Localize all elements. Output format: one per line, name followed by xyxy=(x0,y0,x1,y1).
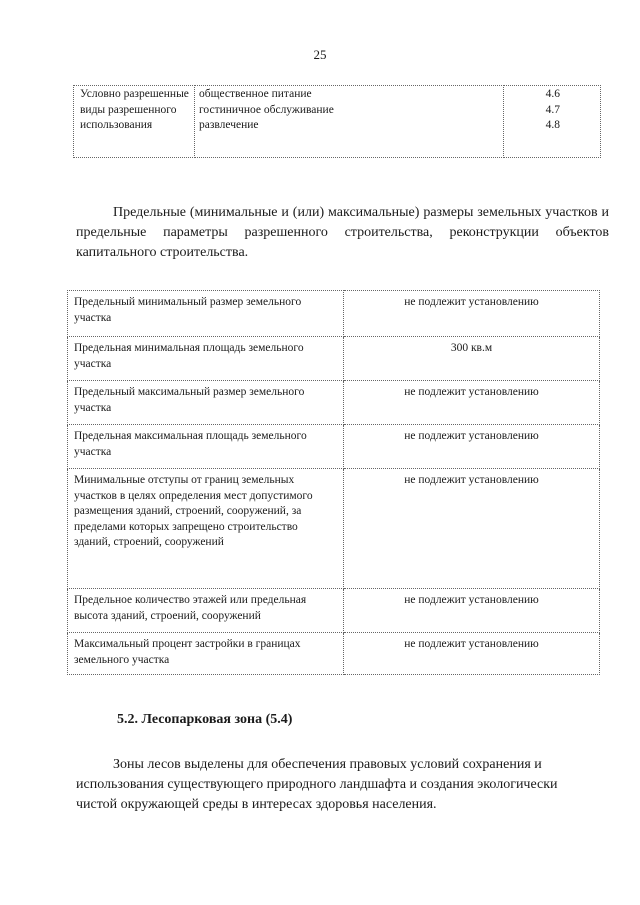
param-name: Предельный минимальный размер земельного участка xyxy=(68,291,344,337)
parameters-table xyxy=(67,290,600,675)
use-name: гостиничное обслуживание xyxy=(199,103,334,116)
table-row xyxy=(68,381,600,425)
section-heading: 5.2. Лесопарковая зона (5.4) xyxy=(117,712,293,727)
table-row xyxy=(74,86,601,158)
param-value: не подлежит установлению xyxy=(344,633,600,675)
permitted-uses-label: Условно разрешенные виды разрешенного использования xyxy=(74,86,195,158)
param-value: не подлежит установлению xyxy=(344,291,600,337)
table-row xyxy=(68,633,600,675)
param-value: не подлежит установлению xyxy=(344,425,600,469)
page-number: 25 xyxy=(313,47,327,62)
table-row xyxy=(68,589,600,633)
param-name: Предельная минимальная площадь земельного участка xyxy=(68,337,344,381)
param-value: не подлежит установлению xyxy=(344,589,600,633)
param-name: Максимальный процент застройки в границах земельного участка xyxy=(68,633,344,675)
param-value: не подлежит установлению xyxy=(344,381,600,425)
table-row xyxy=(68,291,600,337)
use-name: общественное питание xyxy=(199,88,312,100)
forest-zone-paragraph: Зоны лесов выделены для обеспечения правовых условий сохранения и использования существующего природного ландшафта и создания экологически чистой окружающей среды в интересах здоровья населения. xyxy=(76,757,558,812)
permitted-uses-names xyxy=(195,86,504,158)
use-code: 4.7 xyxy=(545,103,560,116)
param-name: Предельный максимальный размер земельного участка xyxy=(68,381,344,425)
permitted-uses-table xyxy=(73,85,601,158)
use-code: 4.6 xyxy=(545,88,560,100)
use-name: развлечение xyxy=(199,119,259,131)
table-row xyxy=(68,425,600,469)
use-code: 4.8 xyxy=(545,119,560,131)
param-name: Предельное количество этажей или предельная высота зданий, строений, сооружений xyxy=(68,589,344,633)
parameters-intro-paragraph: Предельные (минимальные и (или) максимальные) размеры земельных участков и предельные параметры разрешенного строительства, реконструкции объектов капитального строительства. xyxy=(76,205,609,260)
param-value: не подлежит установлению xyxy=(344,469,600,589)
param-value: 300 кв.м xyxy=(344,337,600,381)
table-row xyxy=(68,337,600,381)
table-row xyxy=(68,469,600,589)
param-name: Предельная максимальная площадь земельного участка xyxy=(68,425,344,469)
param-name: Минимальные отступы от границ земельных участков в целях определения мест допустимого размещения зданий, строений, сооружений, за пределами которых запрещено строительство зданий, строений, сооружений xyxy=(68,469,344,589)
permitted-uses-codes xyxy=(504,86,601,158)
